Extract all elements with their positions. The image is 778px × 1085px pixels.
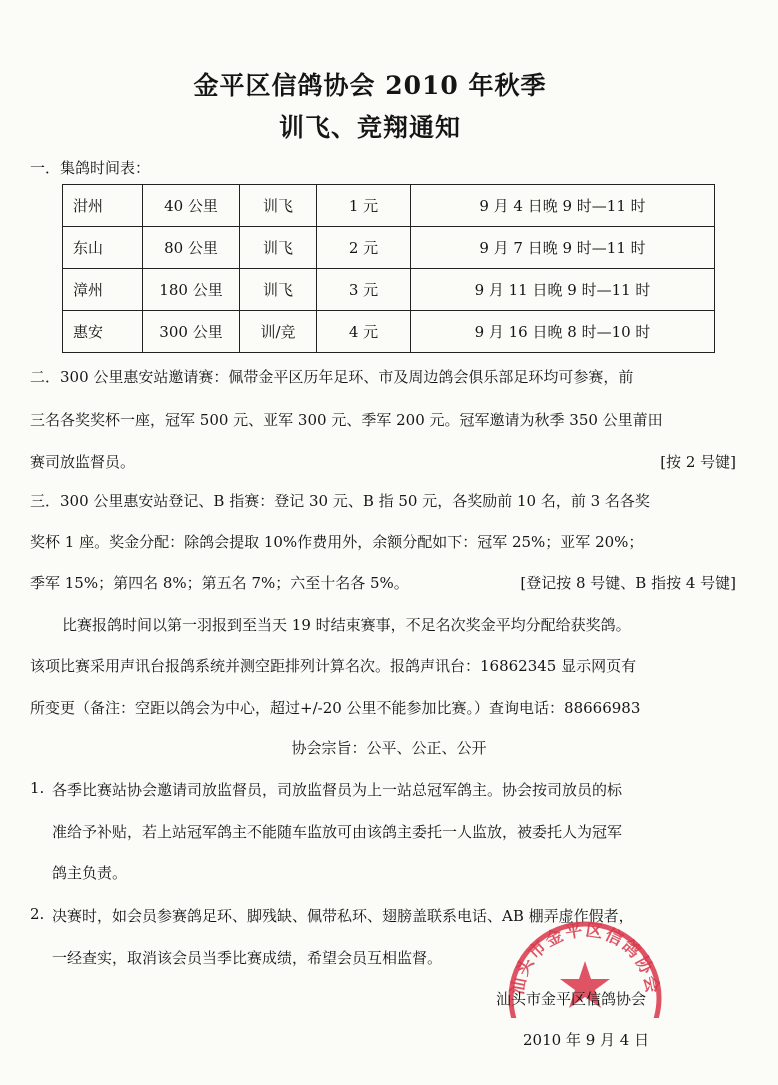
note1-line3: 鸽主负责。 <box>52 864 128 882</box>
rules-line2: 该项比赛采用声讯台报鸽系统并测空距排列计算名次。报鸽声讯台：16862345 显示网页有 <box>30 657 637 675</box>
note2-number: 2. <box>30 905 45 923</box>
place-cell: 东山 <box>63 227 143 269</box>
section3-key: [登记按 8 号键、B 指按 4 号键] <box>520 574 736 592</box>
type-cell: 训飞 <box>240 269 317 311</box>
note2-line2: 一经查实，取消该会员当季比赛成绩，希望会员互相监督。 <box>52 949 443 967</box>
schedule-row <box>63 185 715 227</box>
time-cell: 9 月 16 日晚 8 时—10 时 <box>411 311 715 353</box>
place-cell: 泔州 <box>63 185 143 227</box>
section2-line3: 赛司放监督员。 <box>30 453 136 471</box>
fee-cell: 3 元 <box>317 269 411 311</box>
signature-date: 2010 年 9 月 4 日 <box>523 1031 650 1049</box>
distance-cell: 300 公里 <box>143 311 240 353</box>
signature-org: 汕头市金平区信鸽协会 <box>496 990 647 1008</box>
fee-cell: 4 元 <box>317 311 411 353</box>
section1-heading: 一．集鸽时间表： <box>30 159 151 177</box>
section3-line3: 季军 15%；第四名 8%；第五名 7%；六至十名各 5%。 <box>30 574 409 592</box>
fee-cell: 1 元 <box>317 185 411 227</box>
note1-number: 1. <box>30 779 45 797</box>
note1-line2: 准给予补贴，若上站冠军鸽主不能随车监放可由该鸽主委托一人监放，被委托人为冠军 <box>52 823 623 841</box>
distance-cell: 80 公里 <box>143 227 240 269</box>
time-cell: 9 月 4 日晚 9 时—11 时 <box>411 185 715 227</box>
time-cell: 9 月 11 日晚 9 时—11 时 <box>411 269 715 311</box>
note1-line1: 各季比赛站协会邀请司放监督员，司放监督员为上一站总冠军鸽主。协会按司放员的标 <box>52 781 623 799</box>
fee-cell: 2 元 <box>317 227 411 269</box>
schedule-row <box>63 311 715 353</box>
section2-line1: 二．300 公里惠安站邀请赛：佩带金平区历年足环、市及周边鸽会俱乐部足环均可参赛，前 <box>30 368 634 386</box>
section3-line2: 奖杯 1 座。奖金分配：除鸽会提取 10%作费用外，余额分配如下：冠军 25%；亚军 20%； <box>30 533 644 551</box>
place-cell: 漳州 <box>63 269 143 311</box>
distance-cell: 40 公里 <box>143 185 240 227</box>
section3-line1: 三．300 公里惠安站登记、B 指赛：登记 30 元、B 指 50 元，各奖励前 10 名，前 3 名各奖 <box>30 492 650 510</box>
schedule-row <box>63 227 715 269</box>
section2-key: [按 2 号键] <box>660 453 736 471</box>
section2-line2: 三名各奖奖杯一座，冠军 500 元、亚军 300 元、季军 200 元。冠军邀请为秋季 350 公里莆田 <box>30 411 663 429</box>
schedule-row <box>63 269 715 311</box>
type-cell: 训飞 <box>240 227 317 269</box>
type-cell: 训/竞 <box>240 311 317 353</box>
schedule-table <box>62 184 715 353</box>
time-cell: 9 月 7 日晚 9 时—11 时 <box>411 227 715 269</box>
rules-line1: 比赛报鸽时间以第一羽报到至当天 19 时结束赛事，不足名次奖金平均分配给获奖鸽。 <box>62 616 631 634</box>
rules-line3: 所变更（备注：空距以鸽会为中心，超过+/-20 公里不能参加比赛。）查询电话：88666983 <box>30 699 641 717</box>
document-title-line2: 训飞、竞翔通知 <box>278 113 461 142</box>
note2-line1: 决赛时，如会员参赛鸽足环、脚残缺、佩带私环、翅膀盖联系电话、AB 棚弄虚作假者， <box>52 907 634 925</box>
seal-text: 汕头市金平区信鸽协会 <box>507 920 663 997</box>
document-title-line1: 金平区信鸽协会 2010 年秋季 <box>193 71 547 100</box>
distance-cell: 180 公里 <box>143 269 240 311</box>
association-motto: 协会宗旨：公平、公正、公开 <box>291 739 487 757</box>
type-cell: 训飞 <box>240 185 317 227</box>
place-cell: 惠安 <box>63 311 143 353</box>
